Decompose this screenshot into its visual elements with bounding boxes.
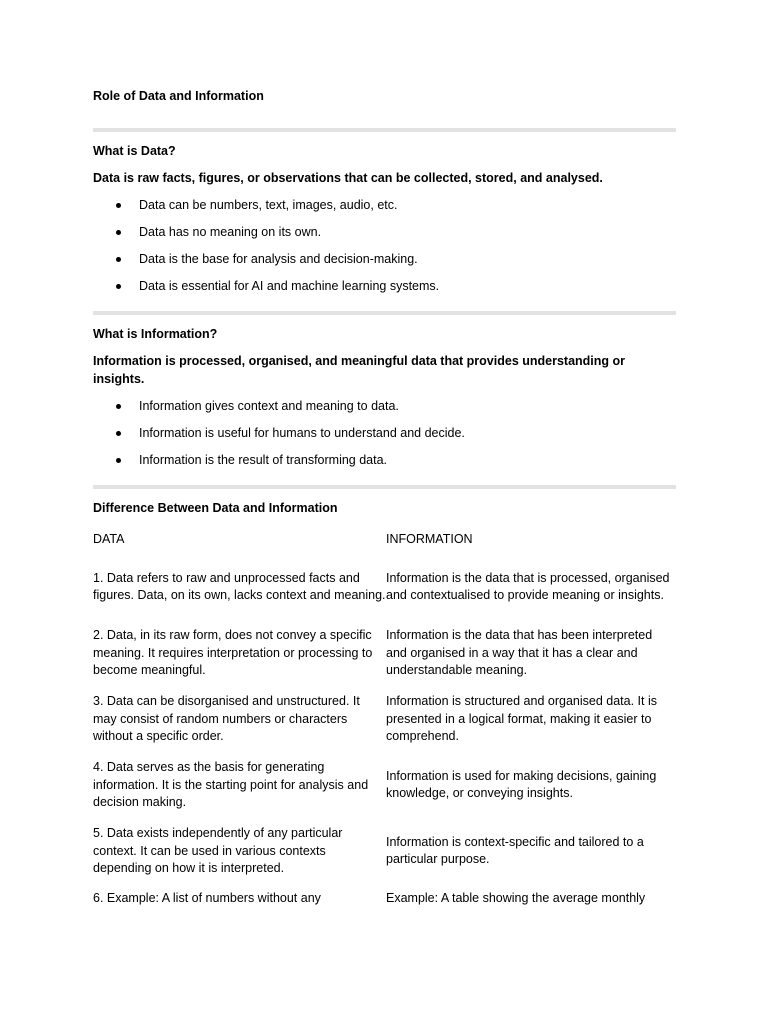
bullet-icon xyxy=(116,458,121,463)
table-row xyxy=(93,825,676,877)
section-divider xyxy=(93,128,676,132)
bullet-icon xyxy=(116,230,121,235)
difference-heading: Difference Between Data and Information xyxy=(93,501,338,515)
list-item: Data is essential for AI and machine learning systems. xyxy=(93,277,676,304)
list-item: Information is the result of transforming data. xyxy=(93,451,676,478)
information-cell: Information is structured and organised data. It is presented in a logical format, making it easier to comprehend. xyxy=(386,694,657,743)
information-cell: Information is used for making decisions, gaining knowledge, or conveying insights. xyxy=(386,768,657,801)
table-row xyxy=(93,561,676,613)
information-bullet-list xyxy=(93,397,676,478)
section-divider xyxy=(93,485,676,489)
data-cell: 2. Data, in its raw form, does not convey a specific meaning. It requires interpretation or processing to become meaningful. xyxy=(93,628,373,677)
list-item: Data can be numbers, text, images, audio, etc. xyxy=(93,196,676,223)
table-row xyxy=(93,693,676,745)
table-row xyxy=(93,890,676,908)
table-row xyxy=(93,627,676,679)
column-header-information: INFORMATION xyxy=(386,532,473,546)
bullet-icon xyxy=(116,203,121,208)
data-cell: 5. Data exists independently of any particular context. It can be used in various contexts depending on how it is interpreted. xyxy=(93,826,343,875)
information-cell: Information is the data that has been interpreted and organised in a way that it has a clear and understandable meaning. xyxy=(386,628,653,677)
information-cell: Example: A table showing the average monthly xyxy=(386,891,646,905)
information-cell: Information is context-specific and tailored to a particular purpose. xyxy=(386,834,644,867)
data-cell: 1. Data refers to raw and unprocessed facts and figures. Data, on its own, lacks context and meaning. xyxy=(93,570,386,602)
list-item: Information is useful for humans to understand and decide. xyxy=(93,424,676,451)
data-cell: 3. Data can be disorganised and unstructured. It may consist of random numbers or characters without a specific order. xyxy=(93,694,360,743)
data-cell: 6. Example: A list of numbers without any xyxy=(93,891,321,905)
bullet-icon xyxy=(116,404,121,409)
list-item: Data has no meaning on its own. xyxy=(93,223,676,250)
section-divider xyxy=(93,311,676,315)
list-item: Information gives context and meaning to data. xyxy=(93,397,676,424)
bullet-icon xyxy=(116,431,121,436)
column-header-data: DATA xyxy=(93,532,125,546)
document-title: Role of Data and Information xyxy=(93,89,264,103)
document-content xyxy=(93,87,676,908)
data-definition: Data is raw facts, figures, or observations that can be collected, stored, and analysed. xyxy=(93,171,603,185)
bullet-icon xyxy=(116,284,121,289)
comparison-header-row xyxy=(93,530,676,548)
bullet-icon xyxy=(116,257,121,262)
table-row xyxy=(93,759,676,811)
list-item: Data is the base for analysis and decision-making. xyxy=(93,250,676,277)
data-bullet-list xyxy=(93,196,676,304)
data-heading: What is Data? xyxy=(93,144,176,158)
information-definition: Information is processed, organised, and meaningful data that provides understanding or insights. xyxy=(93,354,626,386)
information-heading: What is Information? xyxy=(93,327,218,341)
information-cell: Information is the data that is processed, organised and contextualised to provide meaning or insights. xyxy=(386,570,670,602)
data-cell: 4. Data serves as the basis for generating information. It is the starting point for analysis and decision making. xyxy=(93,760,369,809)
